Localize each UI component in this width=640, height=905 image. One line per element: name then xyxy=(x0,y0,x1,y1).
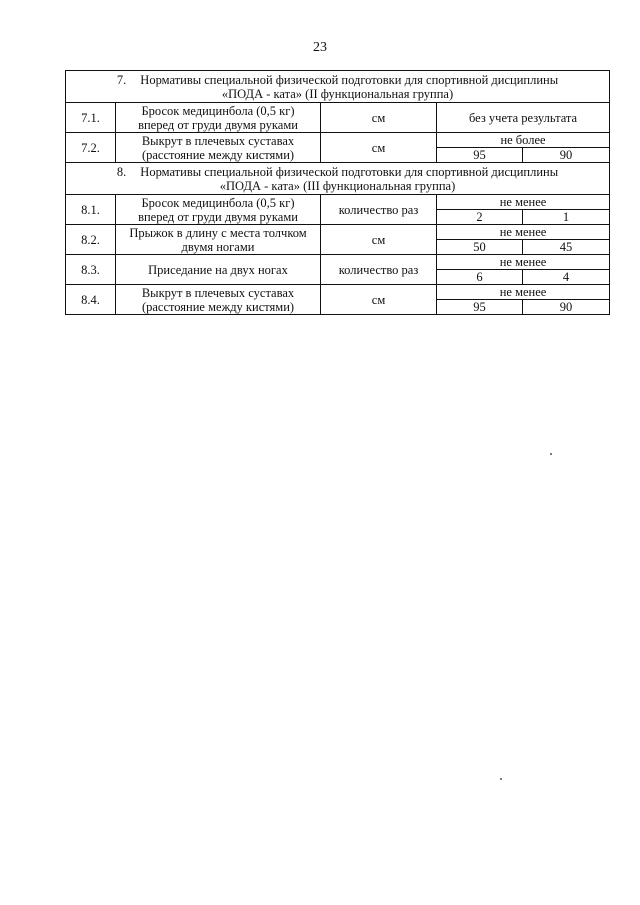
exercise-name-line2: вперед от груди двумя руками xyxy=(138,209,298,224)
unit-cell: количество раз xyxy=(321,195,437,225)
table-row xyxy=(66,133,610,148)
standards-table xyxy=(65,70,610,315)
exercise-name-line2: (расстояние между кистями) xyxy=(141,147,295,162)
section-number: 7. xyxy=(116,72,127,87)
unit-cell: количество раз xyxy=(321,255,437,285)
section-title-line1: Нормативы специальной физической подготовки для спортивной дисциплины xyxy=(140,164,559,179)
table-row xyxy=(66,225,610,240)
section-title-line1: Нормативы специальной физической подготовки для спортивной дисциплины xyxy=(140,72,559,87)
value-b-cell: 90 xyxy=(523,148,610,163)
value-a-cell: 95 xyxy=(437,300,523,315)
section-header-7 xyxy=(66,71,610,103)
exercise-name-line1: Выкрут в плечевых суставах xyxy=(141,285,295,300)
condition-cell: не менее xyxy=(437,195,610,210)
exercise-name-line1: Бросок медицинбола (0,5 кг) xyxy=(141,195,295,210)
exercise-name-line2: (расстояние между кистями) xyxy=(141,299,295,314)
condition-cell: не менее xyxy=(437,225,610,240)
exercise-name-line1: Выкрут в плечевых суставах xyxy=(141,133,295,148)
condition-cell: не более xyxy=(437,133,610,148)
section-title-cell xyxy=(66,163,610,195)
scan-speck xyxy=(550,453,552,455)
table-row xyxy=(66,285,610,300)
row-number: 8.1. xyxy=(66,195,116,225)
row-number: 8.4. xyxy=(66,285,116,315)
value-a-cell: 2 xyxy=(437,210,523,225)
unit-cell: см xyxy=(321,285,437,315)
exercise-name xyxy=(116,225,321,255)
section-number: 8. xyxy=(116,164,127,179)
section-header-8 xyxy=(66,163,610,195)
exercise-name xyxy=(116,195,321,225)
value-b-cell: 4 xyxy=(523,270,610,285)
exercise-name-line2: двумя ногами xyxy=(181,239,255,254)
exercise-name xyxy=(116,103,321,133)
exercise-name xyxy=(116,133,321,163)
exercise-name-line2: вперед от груди двумя руками xyxy=(138,117,298,132)
condition-cell: не менее xyxy=(437,285,610,300)
row-number: 7.2. xyxy=(66,133,116,163)
exercise-name xyxy=(116,285,321,315)
exercise-name-line1: Прыжок в длину с места толчком xyxy=(129,225,307,240)
section-title-line2: «ПОДА - ката» (II функциональная группа) xyxy=(221,86,454,101)
value-a-cell: 95 xyxy=(437,148,523,163)
value-b-cell: 90 xyxy=(523,300,610,315)
row-number: 7.1. xyxy=(66,103,116,133)
table-row xyxy=(66,255,610,270)
row-number: 8.3. xyxy=(66,255,116,285)
result-cell: без учета результата xyxy=(437,103,610,133)
value-b-cell: 45 xyxy=(523,240,610,255)
value-a-cell: 6 xyxy=(437,270,523,285)
section-title-cell xyxy=(66,71,610,103)
page-number: 23 xyxy=(313,40,327,55)
exercise-name-line1: Бросок медицинбола (0,5 кг) xyxy=(141,103,295,118)
unit-cell: см xyxy=(321,225,437,255)
table-row xyxy=(66,103,610,133)
row-number: 8.2. xyxy=(66,225,116,255)
unit-cell: см xyxy=(321,133,437,163)
condition-cell: не менее xyxy=(437,255,610,270)
value-a-cell: 50 xyxy=(437,240,523,255)
section-title-line2: «ПОДА - ката» (III функциональная группа) xyxy=(219,178,456,193)
table-row xyxy=(66,195,610,210)
scan-speck xyxy=(500,778,502,780)
exercise-name: Приседание на двух ногах xyxy=(116,255,321,285)
value-b-cell: 1 xyxy=(523,210,610,225)
unit-cell: см xyxy=(321,103,437,133)
